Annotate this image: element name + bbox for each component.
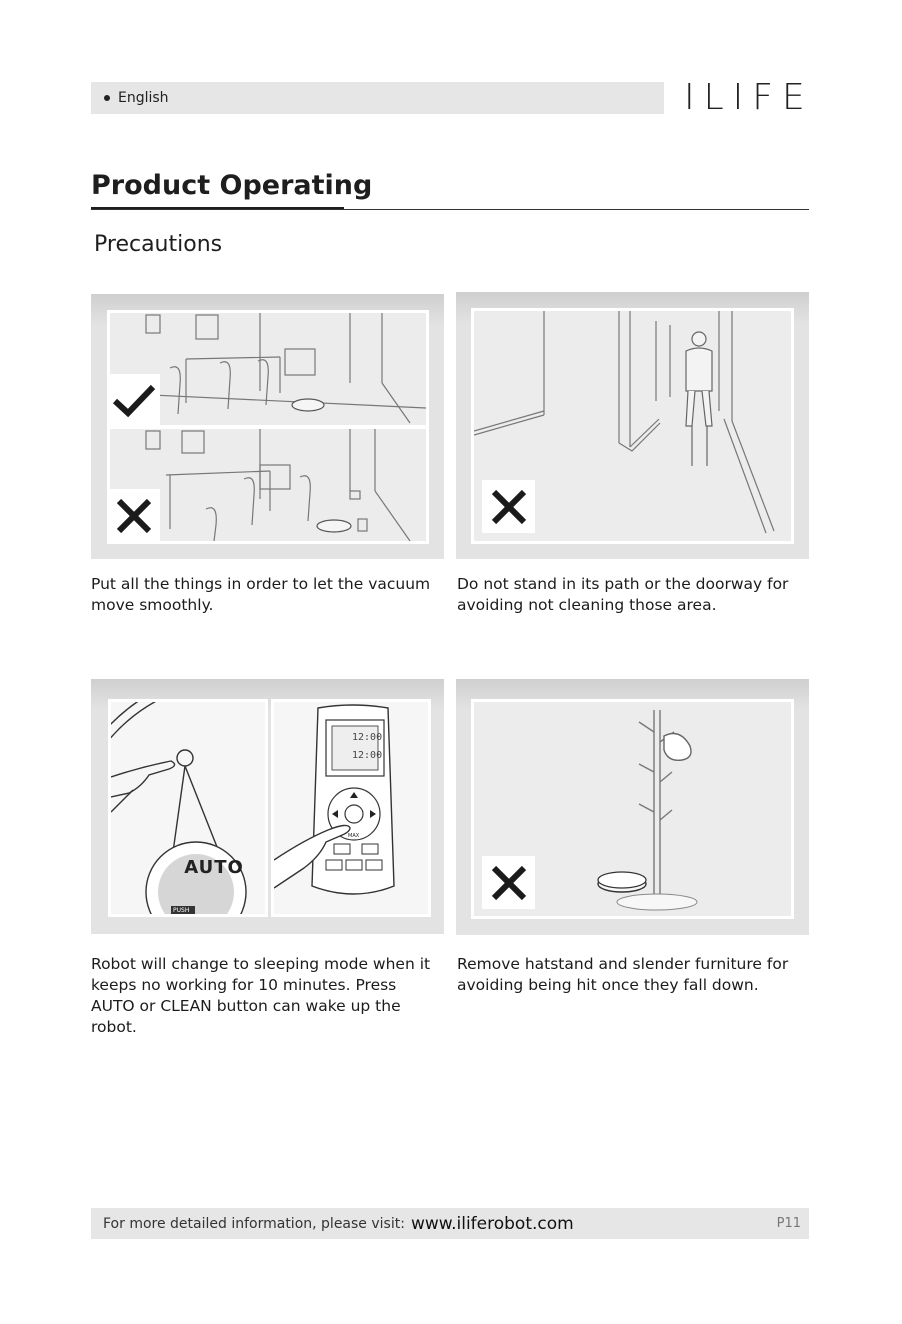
panel-order-things	[91, 294, 444, 559]
cross-icon	[482, 856, 535, 909]
max-label: MAX	[348, 833, 360, 839]
panel-sleep-mode	[91, 679, 444, 934]
remote-time-1: 12:00	[352, 732, 383, 743]
footer-website-link[interactable]: www.iliferobot.com	[410, 1213, 574, 1234]
auto-label	[176, 847, 252, 887]
page-title: Product Operating	[91, 170, 373, 201]
push-label: PUSH	[173, 907, 190, 914]
title-divider	[91, 209, 809, 210]
panel-doorway	[456, 292, 809, 559]
remote-time-2: 12:00	[352, 750, 383, 761]
caption-order-things: Put all the things in order to let the vacuum move smoothly.	[91, 575, 431, 614]
caption-sleep-mode: Robot will change to sleeping mode when it keeps no working for 10 minutes. Press AUTO or CLEAN button can wake up the robot.	[91, 955, 431, 1036]
auto-text: AUTO	[184, 856, 244, 878]
caption-hatstand: Remove hatstand and slender furniture for avoiding being hit once they fall down.	[457, 955, 789, 994]
footer-lead-text: For more detailed information, please visit:	[103, 1215, 405, 1232]
check-icon	[107, 374, 160, 427]
panel-hatstand	[456, 679, 809, 935]
language-label: English	[118, 90, 169, 106]
footer-bar	[91, 1208, 809, 1239]
language-bar	[91, 82, 664, 114]
page-number: P11	[776, 1216, 801, 1231]
bullet-icon	[104, 95, 110, 101]
section-subtitle: Precautions	[94, 232, 223, 257]
illustration-remote	[271, 699, 431, 917]
caption-doorway: Do not stand in its path or the doorway for avoiding not cleaning those area.	[457, 575, 789, 614]
brand-logo: ILIFE	[684, 77, 814, 118]
cross-icon	[482, 480, 535, 533]
remote-drawing	[274, 702, 428, 914]
cross-icon	[107, 489, 160, 542]
